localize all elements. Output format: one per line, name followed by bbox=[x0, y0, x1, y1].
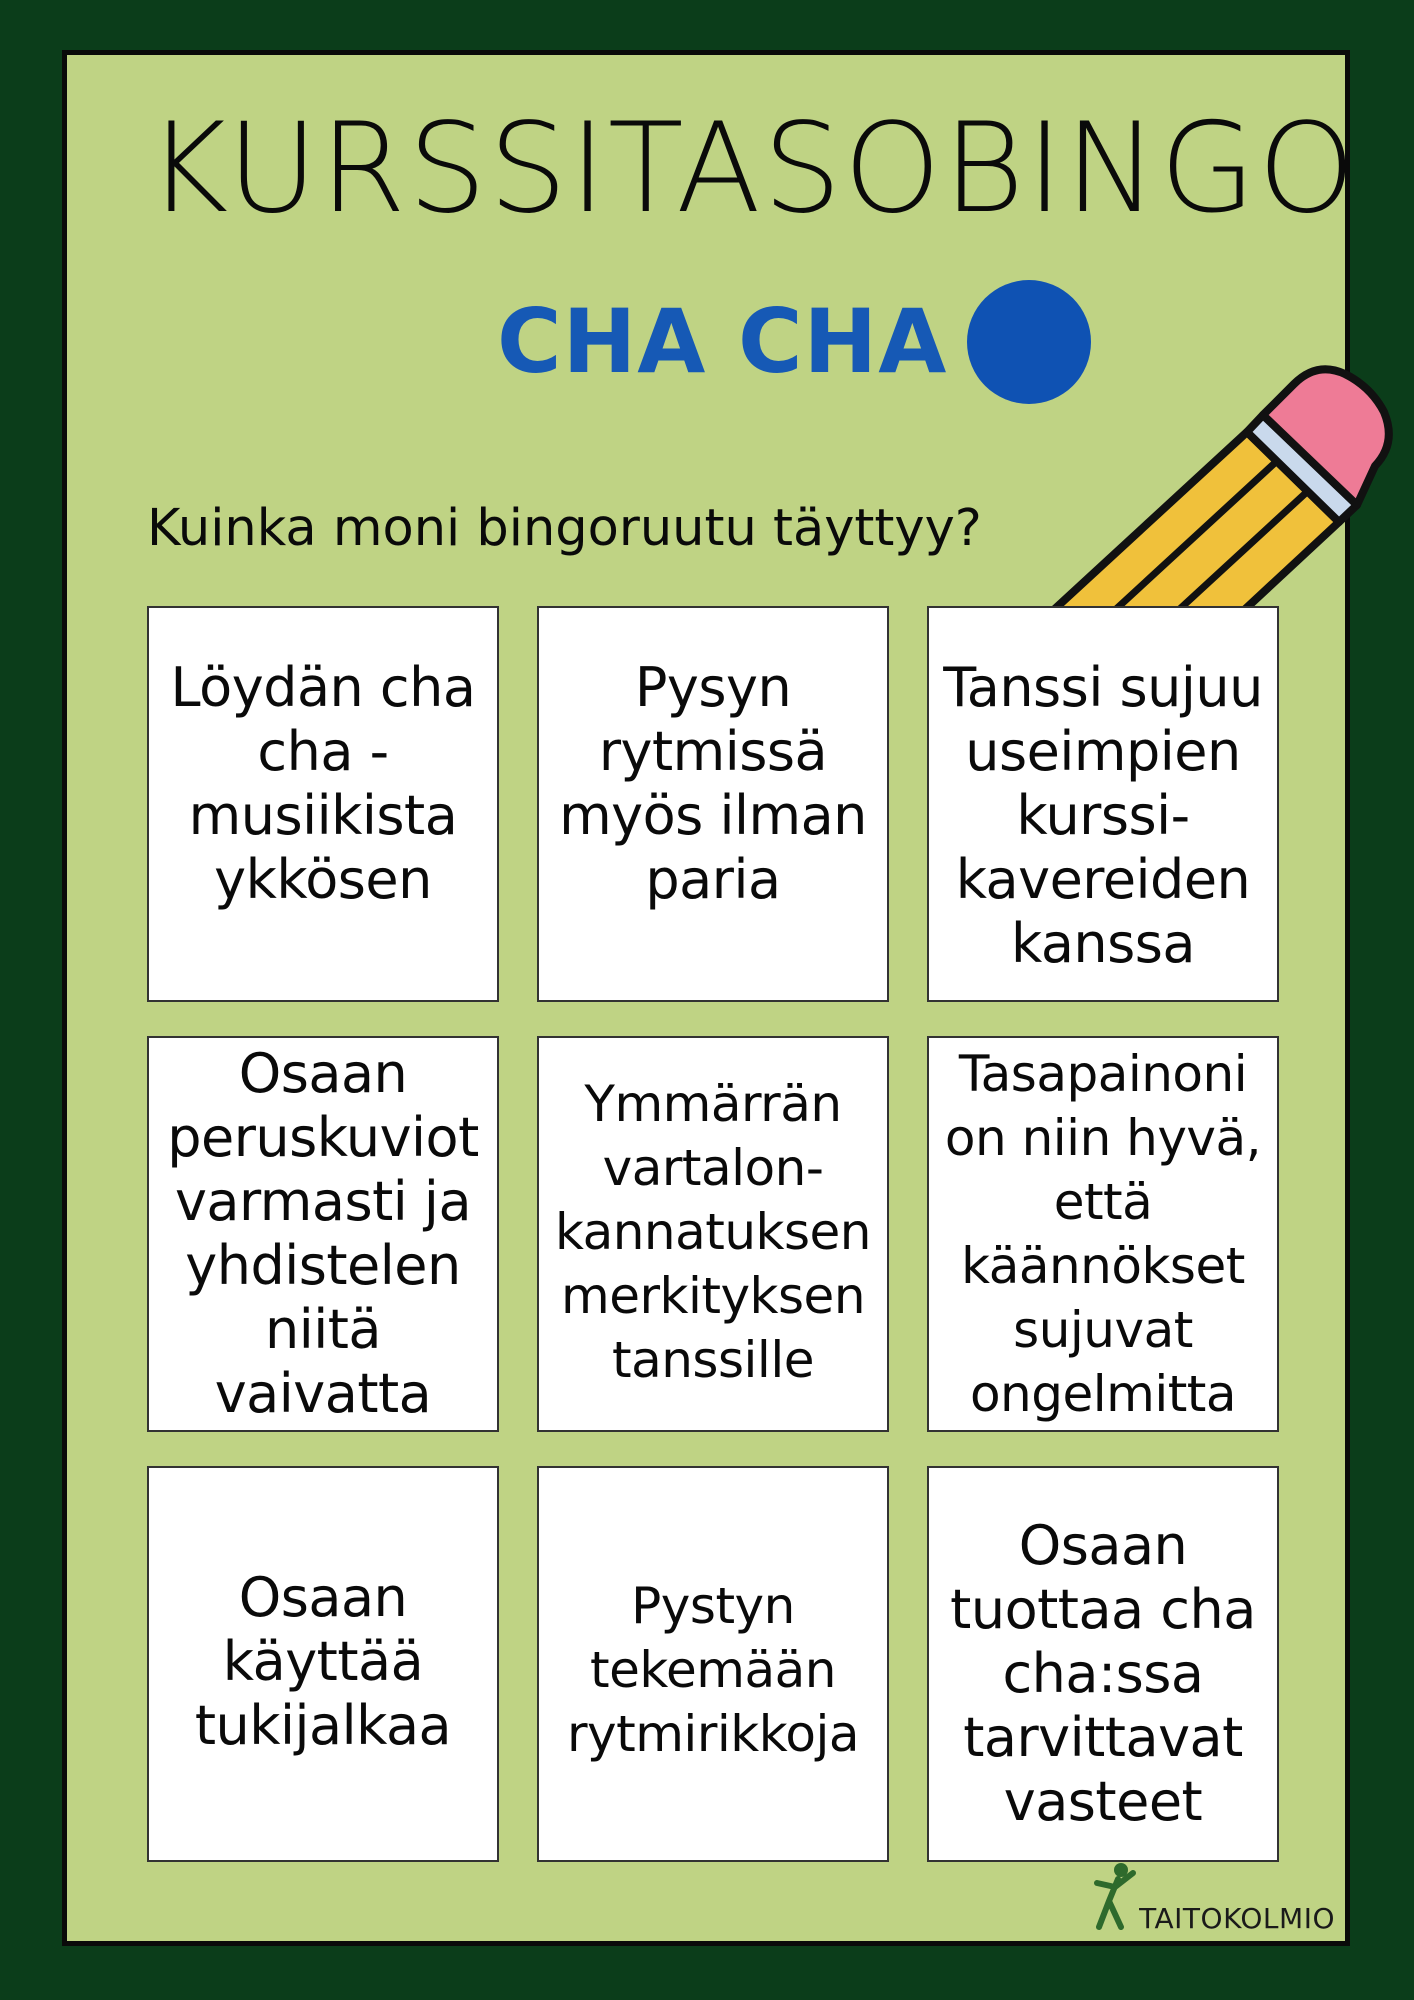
bingo-cell-text: Ymmärrän vartalon-kannatuksen merkityksen tanssille bbox=[555, 1075, 871, 1389]
bingo-cell-text: Osaan käyttää tukijalkaa bbox=[194, 1566, 452, 1757]
bingo-cell-3[interactable] bbox=[927, 606, 1279, 1002]
bingo-cell-text: Pysyn rytmissä myös ilman paria bbox=[559, 656, 867, 911]
logo-text: TAITOKOLMIO bbox=[1139, 1902, 1335, 1935]
bingo-cell-text: Pystyn tekemään rytmirikkoja bbox=[566, 1577, 860, 1763]
bingo-cell-text: Löydän cha cha -musiikista ykkösen bbox=[170, 656, 476, 911]
bingo-cell-text: Osaan tuottaa cha cha:ssa tarvittavat vasteet bbox=[950, 1514, 1256, 1833]
dance-name: CHA CHA bbox=[497, 290, 948, 393]
bingo-cell-7[interactable] bbox=[147, 1466, 499, 1862]
bingo-cell-text: Tanssi sujuu useimpien kurssi-kavereiden kanssa bbox=[943, 656, 1263, 975]
bingo-cell-text: Osaan peruskuviot varmasti ja yhdistelen niitä vaivatta bbox=[167, 1042, 479, 1425]
bingo-cell-6[interactable] bbox=[927, 1036, 1279, 1432]
bingo-cell-1[interactable] bbox=[147, 606, 499, 1002]
bingo-cell-5[interactable] bbox=[537, 1036, 889, 1432]
bingo-cell-9[interactable] bbox=[927, 1466, 1279, 1862]
poster-title: KURSSITASOBINGO bbox=[147, 97, 1358, 241]
bingo-cell-text: Tasapainoni on niin hyvä, että käännökset sujuvat ongelmitta bbox=[944, 1045, 1262, 1423]
bingo-cell-2[interactable] bbox=[537, 606, 889, 1002]
bingo-poster bbox=[62, 50, 1358, 1946]
bingo-cell-4[interactable] bbox=[147, 1036, 499, 1432]
question-text: Kuinka moni bingoruutu täyttyy? bbox=[147, 499, 982, 558]
bingo-grid bbox=[147, 606, 1279, 1884]
dancer-figure-icon bbox=[1091, 1861, 1137, 1933]
bingo-cell-8[interactable] bbox=[537, 1466, 889, 1862]
taitokolmio-logo bbox=[1091, 1861, 1335, 1933]
